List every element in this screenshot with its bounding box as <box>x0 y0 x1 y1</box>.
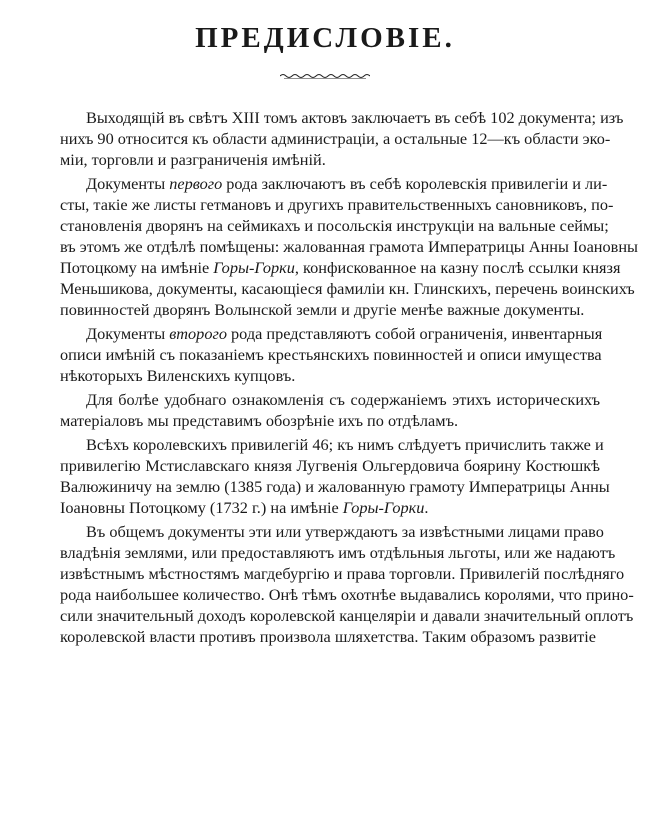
text-line: рода наибольшее количество. Онѣ тѣмъ охотнѣе выдавались королями, что прино- <box>60 585 634 604</box>
paragraph <box>60 434 610 518</box>
title-ornament <box>280 72 370 80</box>
text-line: Іоановны Потоцкому (1732 г.) на имѣніе Горы-Горки. <box>60 498 429 517</box>
text-line: матеріаловъ мы представимъ обозрѣніе ихъ по отдѣламъ. <box>60 411 459 430</box>
text-line: Документы первого рода заключаютъ въ себѣ королевскія привилегіи и ли- <box>86 174 608 193</box>
paragraph <box>60 521 634 647</box>
preface-body <box>60 107 638 650</box>
text-line: владѣнія землями, или предоставляютъ имъ отдѣльныя льготы, или же надаютъ <box>60 543 616 562</box>
text-line: королевской власти противъ произвола шляхетства. Таким образомъ развитіе <box>60 627 597 646</box>
text-line: Для болѣе удобнаго ознакомленія съ содержаніемъ этихъ историческихъ <box>86 390 600 409</box>
text-line: Документы второго рода представляютъ собой ограниченія, инвентарныя <box>86 324 603 343</box>
text-line: становленія дворянъ на сеймикахъ и посольскія инструкціи на вальные сеймы; <box>60 216 609 235</box>
text-line: привилегію Мстиславскаго князя Лугвенія Ольгердовича боярину Костюшкѣ <box>60 456 600 475</box>
paragraph <box>60 323 603 386</box>
text-line: нихъ 90 относится къ области администраціи, а остальные 12—къ области эко- <box>60 129 611 148</box>
text-line: Валюжиничу на землю (1385 года) и жалованную грамоту Императрицы Анны <box>60 477 610 496</box>
paragraph <box>60 173 638 320</box>
paragraph <box>60 107 624 170</box>
text-line: Потоцкому на имѣніе Горы-Горки, конфискованное на казну послѣ ссылки князя <box>60 258 621 277</box>
text-line: повинностей дворянъ Волынской земли и другіе менѣе важные документы. <box>60 300 585 319</box>
text-line: въ этомъ же отдѣлѣ помѣщены: жалованная грамота Императрицы Анны Іоановны <box>60 237 638 256</box>
paragraph <box>60 389 600 431</box>
text-line: міи, торговли и разграниченія имѣній. <box>60 150 326 169</box>
text-line: извѣстнымъ мѣстностямъ магдебургію и права торговли. Привилегій послѣдняго <box>60 564 625 583</box>
text-line: сили значительный доходъ королевской канцеляріи и давали значительный оплотъ <box>60 606 634 625</box>
page-title: ПРЕДИСЛОВІЕ. <box>195 22 455 54</box>
text-line: Меньшикова, документы, касающіеся фамиліи кн. Глинскихъ, перечень воинскихъ <box>60 279 635 298</box>
text-line: нѣкоторыхъ Виленскихъ купцовъ. <box>60 366 296 385</box>
text-line: описи имѣній съ показаніемъ крестьянскихъ повинностей и описи имущества <box>60 345 602 364</box>
text-line: сты, такіе же листы гетмановъ и другихъ правительственныхъ сановниковъ, по- <box>60 195 614 214</box>
text-line: Выходящій въ свѣтъ XIII томъ актовъ заключаетъ въ себѣ 102 документа; изъ <box>86 108 624 127</box>
text-line: Всѣхъ королевскихъ привилегій 46; къ нимъ слѣдуетъ причислить также и <box>86 435 604 454</box>
text-line: Въ общемъ документы эти или утверждаютъ за извѣстными лицами право <box>86 522 604 541</box>
